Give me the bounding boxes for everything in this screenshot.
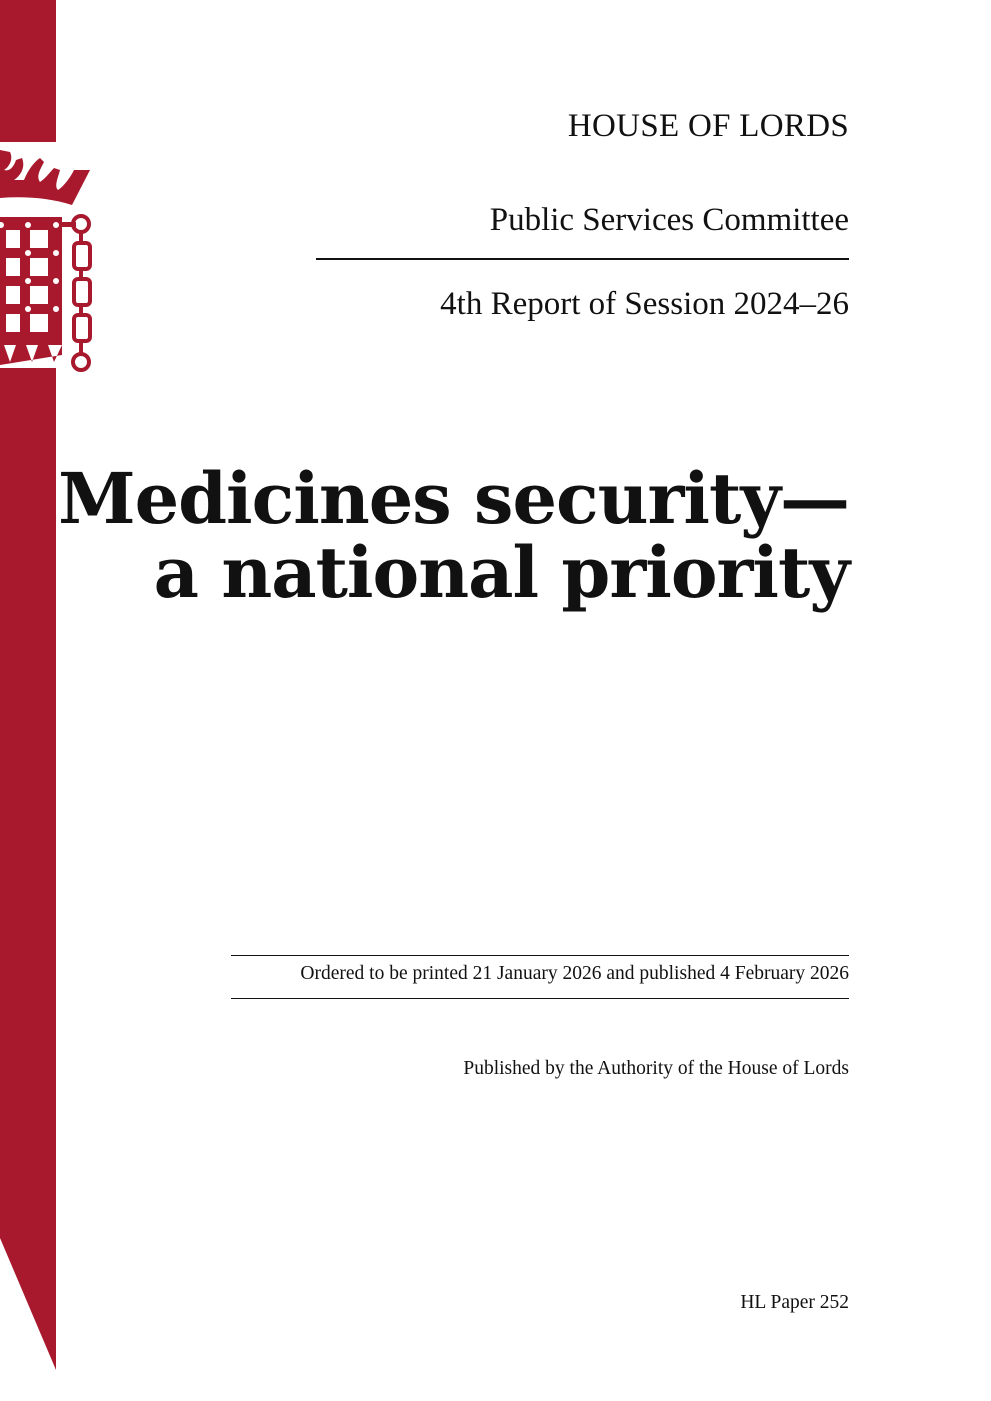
ordered-top-rule bbox=[231, 955, 849, 956]
portcullis-icon bbox=[0, 150, 90, 365]
committee-name: Public Services Committee bbox=[489, 202, 849, 238]
title-line-1: Medicines security— bbox=[58, 457, 849, 540]
paper-number: HL Paper 252 bbox=[740, 1292, 849, 1313]
report-session: 4th Report of Session 2024–26 bbox=[440, 286, 849, 322]
title-line-2: a national priority bbox=[153, 531, 849, 614]
red-band-with-portcullis-logo bbox=[0, 0, 100, 1401]
house-name: HOUSE OF LORDS bbox=[567, 108, 849, 144]
chain-icon bbox=[73, 216, 90, 370]
report-title bbox=[58, 457, 849, 614]
published-by-text: Published by the Authority of the House of Lords bbox=[463, 1058, 849, 1079]
ordered-bottom-rule bbox=[231, 998, 849, 999]
header-divider bbox=[316, 258, 849, 260]
ordered-printed-text: Ordered to be printed 21 January 2026 and published 4 February 2026 bbox=[300, 963, 849, 984]
